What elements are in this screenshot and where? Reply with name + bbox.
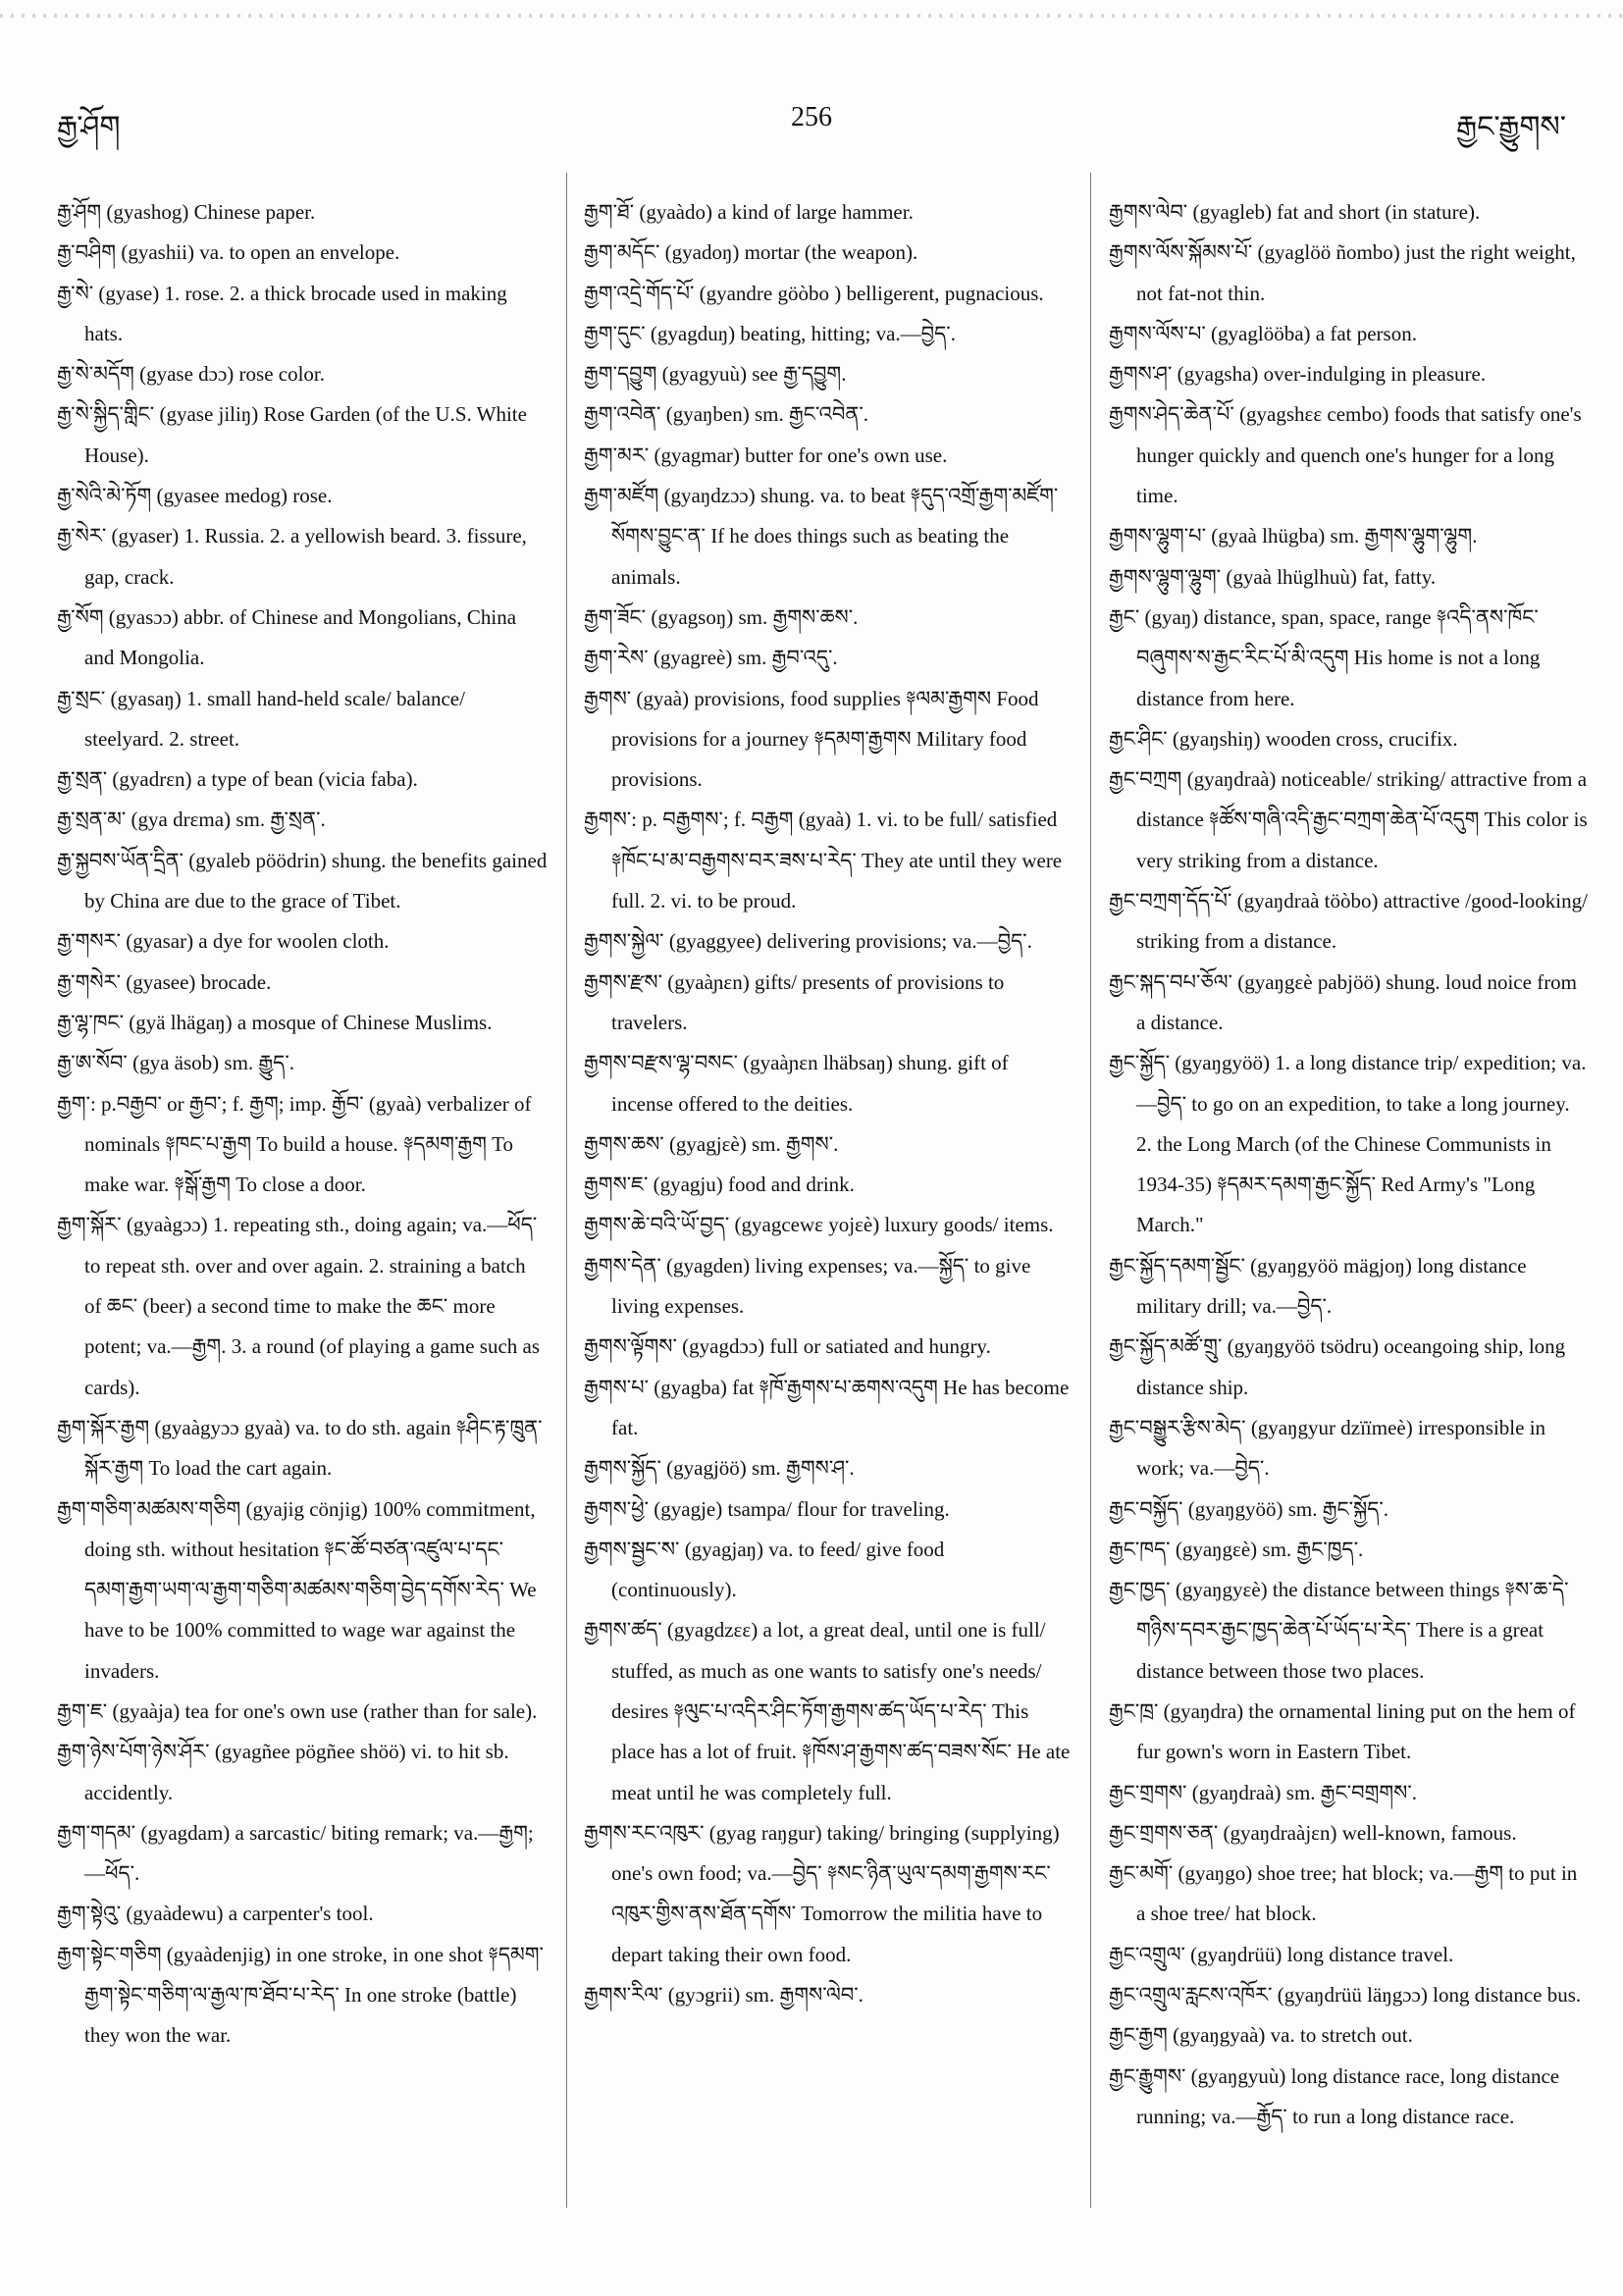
column-3 bbox=[1109, 192, 1590, 2137]
top-edge-dots bbox=[0, 14, 1623, 18]
dictionary-entry: རྒྱང་འགྲུལ་རླངས་འཁོར་ (gyaŋdrüü läŋgɔɔ) long distance bus. bbox=[1109, 1983, 1582, 2008]
dictionary-entry: རྒྱང་མགོ་ (gyaŋgo) shoe tree; hat block; va.—རྒྱག to put in a shoe tree/ hat block. bbox=[1109, 1861, 1578, 1926]
dictionary-entry: རྒྱགས་བརྫས་ལྷ་བསང་ (gyaàɲɛn lhäbsaŋ) shung. gift of incense offered to the deities. bbox=[584, 1051, 1009, 1116]
dictionary-entry: རྒྱགས་རིལ་ (gyɔgrii) sm. རྒྱགས་ལེབ་. bbox=[584, 1983, 864, 2008]
dictionary-entry: རྒྱགས་སྦྱང་ས་ (gyagjaŋ) va. to feed/ give food (continuously). bbox=[584, 1537, 945, 1602]
column-1 bbox=[57, 192, 548, 2057]
dictionary-entry: རྒྱག་ཐོ་ (gyaàdo) a kind of large hammer. bbox=[584, 200, 914, 224]
dictionary-entry: རྒྱང་གྲགས་ (gyaŋdraà) sm. རྒྱང་བགྲགས་. bbox=[1109, 1780, 1417, 1804]
dictionary-entry: རྒྱ་སེར་ (gyaser) 1. Russia. 2. a yellowish beard. 3. fissure, gap, crack. bbox=[57, 524, 527, 589]
dictionary-entry: རྒྱགས་དེན་ (gyagden) living expenses; va.—སྐྱོད་ to give living expenses. bbox=[584, 1253, 1031, 1319]
dictionary-entry: རྒྱང་བསྐྱོད་ (gyaŋgyöö) sm. རྒྱང་སྐྱོད་. bbox=[1109, 1496, 1389, 1521]
dictionary-entry: རྒྱག་སྐོར་རྒྱག (gyaàgyɔɔ gyaà) va. to do sth. again ༈ཤིང་རྟ་ཁྲུན་སྐོར་རྒྱག To load the cart again. bbox=[57, 1415, 543, 1481]
dictionary-entry: རྒྱག་མཛོག (gyaŋdzɔɔ) shung. va. to beat ༈དུད་འགྲོ་རྒྱག་མཛོག་སོགས་བྱུང་ན་ If he does things such as beating the animals. bbox=[584, 484, 1059, 589]
dictionary-entry: རྒྱགས་ལྟོགས་ (gyagdɔɔ) full or satiated and hungry. bbox=[584, 1334, 991, 1359]
dictionary-entry: རྒྱག་གདམ་ (gyagdam) a sarcastic/ biting remark; va.—རྒྱག; —ཕོད་. bbox=[57, 1820, 534, 1886]
column-divider bbox=[1090, 173, 1091, 2208]
page-number: 256 bbox=[791, 102, 832, 132]
dictionary-entry: རྒྱ་གསེར་ (gyasee) brocade. bbox=[57, 969, 272, 994]
dictionary-entry: རྒྱག་མར་ (gyagmar) butter for one's own use. bbox=[584, 443, 948, 467]
dictionary-entry: རྒྱང་བསྒྱུར་རྩིས་མེད་ (gyaŋgyur dzïïmeè) irresponsible in work; va.—བྱེད་. bbox=[1109, 1415, 1546, 1481]
dictionary-entry: རྒྱ་སེ་ (gyase) 1. rose. 2. a thick brocade used in making hats. bbox=[57, 281, 507, 345]
dictionary-entry: རྒྱག་སྟེའུ་ (gyaàdewu) a carpenter's tool. bbox=[57, 1902, 374, 1926]
dictionary-entry: རྒྱགས་ལོས་པ་ (gyaglööba) a fat person. bbox=[1109, 321, 1417, 345]
dictionary-entry: རྒྱགས་ལོས་སྐོམས་པོ་ (gyaglöö ñombo) just the right weight, not fat-not thin. bbox=[1109, 240, 1576, 305]
dictionary-entry: རྒྱག་ཇ་ (gyaàja) tea for one's own use (rather than for sale). bbox=[57, 1698, 538, 1723]
dictionary-entry: རྒྱང་སྐྱོད་མཚོ་གྲུ་ (gyaŋgyöö tsödru) oceangoing ship, long distance ship. bbox=[1109, 1334, 1566, 1399]
dictionary-entry: རྒྱང་སྐད་བཔ་ཅོལ་ (gyaŋgɛè pabjöö) shung. loud noice from a distance. bbox=[1109, 969, 1578, 1034]
dictionary-entry: རྒྱང་ཁྲ་ (gyaŋdra) the ornamental lining put on the hem of fur gown's worn in Eastern Tibet. bbox=[1109, 1698, 1576, 1764]
dictionary-entry: རྒྱག་འདྲེ་གོད་པོ་ (gyandre göòbo ) belligerent, pugnacious. bbox=[584, 281, 1044, 305]
dictionary-entry: རྒྱང་སྐྱོད་ (gyaŋgyöö) 1. a long distance trip/ expedition; va.—བྱེད་ to go on an expedition, to take a long journey. 2. the Long March (of the Chinese Communists in 1934-35) ༈དམར་དམག་རྒྱང་སྐྱོད་ Red Army's "Long March." bbox=[1109, 1051, 1587, 1237]
dictionary-entry: རྒྱག་སྟེང་གཅིག (gyaàdenjig) in one stroke, in one shot ༈དམག་རྒྱག་སྟེང་གཅིག་ལ་རྒྱལ་ཁ་ཐོབ་པ་རེད་ In one stroke (battle) they won the war. bbox=[57, 1942, 544, 2048]
dictionary-entry: རྒྱག་རེས་ (gyagreè) sm. རྒྱབ་འདུ་. bbox=[584, 646, 838, 670]
dictionary-entry: རྒྱགས་ཤེད་ཆེན་པོ་ (gyagshɛɛ cembo) foods that satisfy one's hunger quickly and quench one's hunger for a long time. bbox=[1109, 402, 1582, 508]
dictionary-entry: རྒྱགས་ཤ་ (gyagsha) over-indulging in pleasure. bbox=[1109, 362, 1487, 387]
dictionary-entry: རྒྱག་དབྱུག (gyagyuù) see རྒྱ་དབྱུག. bbox=[584, 362, 847, 387]
dictionary-entry: རྒྱང་རྒྱག (gyaŋgyaà) va. to stretch out. bbox=[1109, 2023, 1413, 2048]
dictionary-entry: རྒྱང་ཁྱད་ (gyaŋgyɛè) the distance between things ༈ས་ཆ་དེ་གཉིས་དབར་རྒྱང་ཁྱད་ཆེན་པོ་ཡོད་པ་རེད་ There is a great distance between those two places. bbox=[1109, 1578, 1569, 1683]
dictionary-entry: རྒྱག་སྐོར་ (gyaàgɔɔ) 1. repeating sth., doing again; va.—ཕོད་ to repeat sth. over and over again. 2. straining a batch of ཆང་ (beer) a second time to make the ཆང་ more potent; va.—རྒྱག. 3. a round (of playing a game such as cards). bbox=[57, 1213, 541, 1399]
dictionary-entry: རྒྱགས་ (gyaà) provisions, food supplies ༈ལམ་རྒྱགས Food provisions for a journey ༈དམག་རྒྱགས Military food provisions. bbox=[584, 686, 1039, 792]
dictionary-entry: རྒྱགས་སྐྱོད་ (gyagjöö) sm. རྒྱགས་ཤ་. bbox=[584, 1456, 855, 1481]
column-divider bbox=[566, 173, 567, 2208]
dictionary-entry: རྒྱགས་ཚད་ (gyagdzɛɛ) a lot, a great deal, until one is full/ stuffed, as much as one wants to satisfy one's needs/ desires ༈ལུང་པ་འདིར་ཤིང་ཏོག་རྒྱགས་ཚད་ཡོད་པ་རེད་ This place has a lot of fruit. ༈ཁོས་ཤ་རྒྱགས་ཚད་བཟས་སོང་ He ate meat until he was completely full. bbox=[584, 1618, 1071, 1804]
dictionary-entry: རྒྱག་ཉེས་པོག་ཉེས་ཤོར་ (gyagñee pögñee shöö) vi. to hit sb. accidently. bbox=[57, 1740, 509, 1804]
dictionary-entry: རྒྱག་: p.བརྒྱབ་ or རྒྱབ་; f. རྒྱག; imp. རྒྱོབ་ (gyaà) verbalizer of nominals ༈ཁང་པ་རྒྱག To build a house. ༈དམག་རྒྱག To make war. ༈སྒོ་རྒྱག To close a door. bbox=[57, 1091, 532, 1197]
dictionary-entry: རྒྱག་ཟོང་ (gyagsoŋ) sm. རྒྱགས་ཆས་. bbox=[584, 604, 859, 629]
header-right-guideword: རྒྱང་རྒྱུགས་ bbox=[1455, 111, 1566, 143]
dictionary-entry: རྒྱ་སེ་མདོག (gyase dɔɔ) rose color. bbox=[57, 362, 326, 387]
dictionary-entry: རྒྱགས་ཆེ་བའི་ཡོ་བྱད་ (gyagcewɛ yojɛè) luxury goods/ items. bbox=[584, 1213, 1054, 1237]
dictionary-entry: རྒྱ་སོག (gyasɔɔ) abbr. of Chinese and Mongolians, China and Mongolia. bbox=[57, 604, 517, 670]
dictionary-entry: རྒྱག་མདོང་ (gyadoŋ) mortar (the weapon). bbox=[584, 240, 918, 265]
dictionary-entry: རྒྱ་ཨ་སོབ་ (gya äsob) sm. རྒྱུད་. bbox=[57, 1051, 295, 1075]
dictionary-entry: རྒྱ་སྲང་ (gyasaŋ) 1. small hand-held scale/ balance/ steelyard. 2. street. bbox=[57, 686, 465, 751]
dictionary-entry: རྒྱག་འབེན་ (gyaŋben) sm. རྒྱང་འབེན་. bbox=[584, 402, 869, 427]
dictionary-entry: རྒྱ་སྲན་མ་ (gya drɛma) sm. རྒྱ་སྲན་. bbox=[57, 808, 326, 832]
column-2 bbox=[584, 192, 1074, 2015]
dictionary-entry: རྒྱ་སེའི་མེ་ཏོག (gyasee medog) rose. bbox=[57, 484, 333, 508]
dictionary-entry: རྒྱ་གསར་ (gyasar) a dye for woolen cloth. bbox=[57, 929, 390, 954]
dictionary-entry: རྒྱང་ཁད་ (gyaŋgɛè) sm. རྒྱང་ཁྱད་. bbox=[1109, 1537, 1364, 1561]
dictionary-entry: རྒྱགས་ལེབ་ (gyagleb) fat and short (in stature). bbox=[1109, 200, 1481, 224]
dictionary-entry: རྒྱགས་ལྷུག་པ་ (gyaà lhügba) sm. རྒྱགས་ལྷུག་ལྷུག. bbox=[1109, 524, 1478, 548]
dictionary-entry: རྒྱང་སྐྱོད་དམག་སྦྱོང་ (gyaŋgyöö mägjoŋ) long distance military drill; va.—བྱེད་. bbox=[1109, 1253, 1527, 1319]
dictionary-entry: རྒྱང་འགྲུལ་ (gyaŋdrüü) long distance travel. bbox=[1109, 1942, 1454, 1966]
dictionary-entry: རྒྱག་དུང་ (gyagduŋ) beating, hitting; va.—བྱེད་. bbox=[584, 321, 956, 345]
dictionary-entry: རྒྱགས་སྐྱེལ་ (gyaggyee) delivering provisions; va.—བྱེད་. bbox=[584, 929, 1032, 954]
dictionary-entry: རྒྱགས་ལྷུག་ལྷུག་ (gyaà lhüglhuù) fat, fatty. bbox=[1109, 564, 1437, 589]
dictionary-entry: རྒྱགས་ཆས་ (gyagjɛè) sm. རྒྱགས་. bbox=[584, 1131, 839, 1156]
dictionary-entry: རྒྱགས་པ་ (gyagba) fat ༈ཁོ་རྒྱགས་པ་ཆགས་འདུག He has become fat. bbox=[584, 1375, 1070, 1439]
dictionary-entry: རྒྱང་རྒྱུགས་ (gyaŋgyuù) long distance race, long distance running; va.—རྒྱོད་ to run a long distance race. bbox=[1109, 2063, 1560, 2128]
dictionary-entry: རྒྱང་ཤིང་ (gyaŋshiŋ) wooden cross, crucifix. bbox=[1109, 726, 1458, 751]
dictionary-entry: རྒྱགས་: p. བརྒྱགས་; f. བརྒྱག (gyaà) 1. vi. to be full/ satisfied ༈ཁོང་པ་མ་བརྒྱགས་བར་ཟས་པ་རེད་ They ate until they were full. 2. vi. to be proud. bbox=[584, 808, 1063, 913]
dictionary-entry: རྒྱང་ (gyaŋ) distance, span, space, range ༈འདི་ནས་ཁོང་བཞུགས་ས་རྒྱང་རིང་པོ་མི་འདུག His home is not a long distance from here. bbox=[1109, 604, 1541, 710]
dictionary-entry: རྒྱ་ཤོག (gyashog) Chinese paper. bbox=[57, 200, 316, 224]
dictionary-entry: རྒྱ་ལྷ་ཁང་ (gyä lhägaŋ) a mosque of Chinese Muslims. bbox=[57, 1010, 493, 1034]
dictionary-entry: རྒྱ་སེ་སྐྱིད་གླིང་ (gyase jiliŋ) Rose Garden (of the U.S. White House). bbox=[57, 402, 527, 467]
header-left-guideword: རྒྱ་ཤོག bbox=[57, 111, 121, 143]
dictionary-entry: རྒྱག་གཅིག་མཚམས་གཅིག (gyajig cönjig) 100% commitment, doing sth. without hesitation ༈ང་ཚོ་བཙན་འཛུལ་པ་དང་དམག་རྒྱག་ཡག་ལ་རྒྱག་གཅིག་མཚམས་གཅིག་བྱེད་དགོས་རེད་ We have to be 100% committed to wage war against the invaders. bbox=[57, 1496, 537, 1683]
dictionary-entry: རྒྱ་བཤིག (gyashii) va. to open an envelope. bbox=[57, 240, 400, 265]
dictionary-entry: རྒྱ་སྐྱབས་ཡོན་དྲིན་ (gyaleb pöödrin) shung. the benefits gained by China are due to the grace of Tibet. bbox=[57, 848, 548, 913]
dictionary-entry: རྒྱགས་རང་འཁུར་ (gyag raŋgur) taking/ bringing (supplying) one's own food; va.—བྱེད་ ༈སང་ཉིན་ཡུལ་དམག་རྒྱགས་རང་འཁུར་གྱིས་ནས་ཐོན་དགོས་ Tomorrow the militia have to depart taking their own food. bbox=[584, 1820, 1060, 1966]
dictionary-entry: རྒྱང་གྲགས་ཅན་ (gyaŋdraàjɛn) well-known, famous. bbox=[1109, 1820, 1517, 1845]
dictionary-entry: རྒྱགས་རྫས་ (gyaàɲɛn) gifts/ presents of provisions to travelers. bbox=[584, 969, 1005, 1034]
dictionary-entry: རྒྱ་སྲན་ (gyadrɛn) a type of bean (vicia faba). bbox=[57, 767, 418, 792]
dictionary-entry: རྒྱགས་ཇ་ (gyagju) food and drink. bbox=[584, 1173, 855, 1197]
dictionary-entry: རྒྱང་བཀྲག་དོད་པོ་ (gyaŋdraà töòbo) attractive /good-looking/ striking from a distance. bbox=[1109, 889, 1588, 954]
dictionary-entry: རྒྱང་བཀྲག (gyaŋdraà) noticeable/ striking/ attractive from a distance ༈ཚོས་གཞི་འདི་རྒྱང་བཀྲག་ཆེན་པོ་འདུག This color is very striking from a distance. bbox=[1109, 767, 1588, 872]
dictionary-entry: རྒྱགས་ཕྱེ་ (gyagje) tsampa/ flour for traveling. bbox=[584, 1496, 950, 1521]
